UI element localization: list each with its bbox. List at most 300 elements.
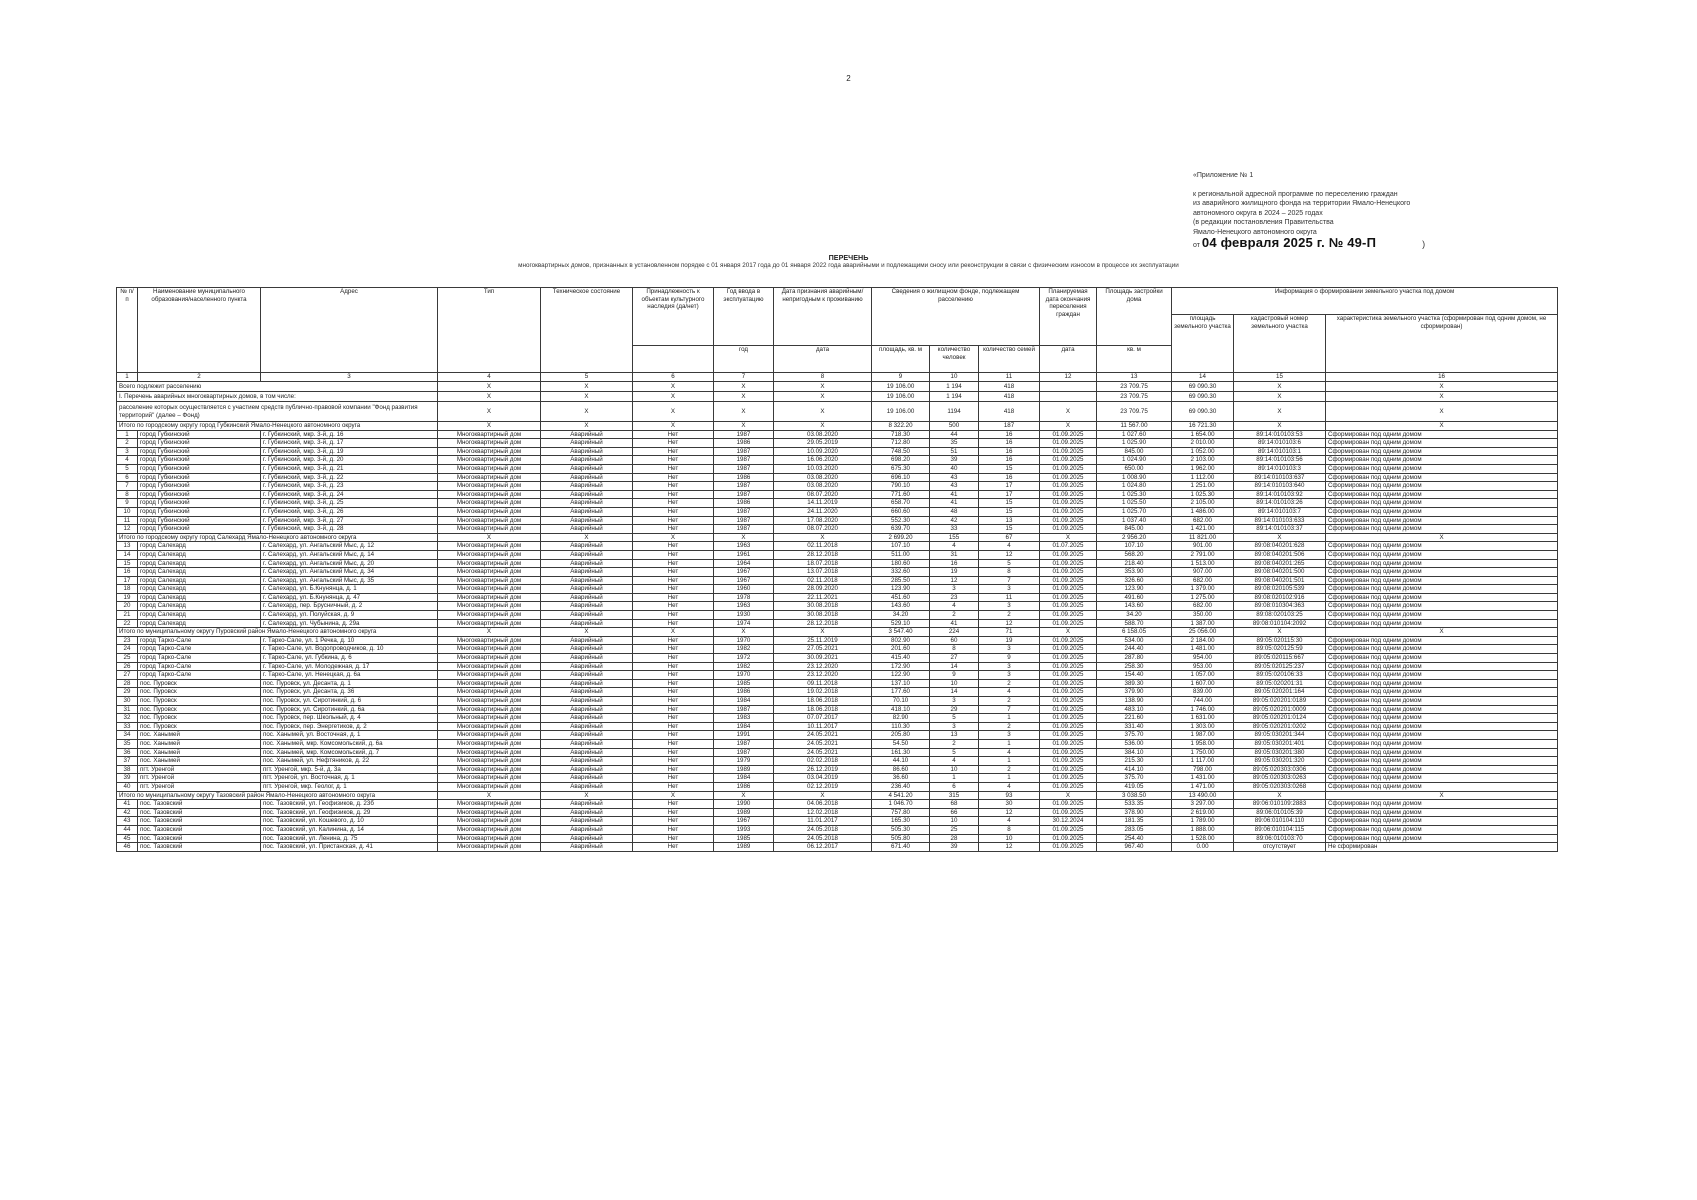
planned-date: 01.09.2025 xyxy=(1040,662,1097,671)
cadastral-number: 89:05:030201:320 xyxy=(1234,757,1326,766)
heritage: Нет xyxy=(633,464,714,473)
area: 86.60 xyxy=(872,765,930,774)
building-type: Многоквартирный дом xyxy=(438,482,541,491)
land-area: 1 958.00 xyxy=(1172,739,1234,748)
recognition-date: 10.09.2020 xyxy=(774,447,872,456)
built-area: 375.70 xyxy=(1097,774,1172,783)
tech-state: Аварийный xyxy=(541,593,633,602)
land-area: 1 631.00 xyxy=(1172,714,1234,723)
built-area: 1 024.80 xyxy=(1097,482,1172,491)
people: 48 xyxy=(930,507,979,516)
heritage: Нет xyxy=(633,688,714,697)
people: 68 xyxy=(930,800,979,809)
year-built: 1986 xyxy=(714,688,774,697)
families: 3 xyxy=(979,662,1040,671)
heritage: Нет xyxy=(633,430,714,439)
tech-state: Аварийный xyxy=(541,679,633,688)
table-row xyxy=(117,757,1558,766)
tech-state: Аварийный xyxy=(541,739,633,748)
people: 29 xyxy=(930,705,979,714)
land-status: Сформирован под одним домом xyxy=(1326,602,1558,611)
municipality: город Салехард xyxy=(138,550,261,559)
municipality: город Тарко-Сале xyxy=(138,636,261,645)
municipality: город Губкинский xyxy=(138,473,261,482)
table-row xyxy=(117,473,1558,482)
area: 70.10 xyxy=(872,697,930,706)
cadastral-number: 89:05:030201:401 xyxy=(1234,739,1326,748)
building-type: Многоквартирный дом xyxy=(438,636,541,645)
recognition-date: 14.11.2019 xyxy=(774,499,872,508)
people: 41 xyxy=(930,490,979,499)
header-recog: Дата признания аварийным/непригодным к проживанию xyxy=(774,288,872,346)
built-area: 650.00 xyxy=(1097,464,1172,473)
address: пгт. Уренгой, мкр. Геолог, д. 1 xyxy=(261,782,438,791)
people: 1 xyxy=(930,774,979,783)
families: 2 xyxy=(979,679,1040,688)
land-area: 1 513.00 xyxy=(1172,559,1234,568)
built-area: 389.30 xyxy=(1097,679,1172,688)
table-row xyxy=(117,679,1558,688)
table-row xyxy=(117,499,1558,508)
land-area: 1 481.00 xyxy=(1172,645,1234,654)
summary-cell: X xyxy=(541,382,633,392)
heritage: Нет xyxy=(633,482,714,491)
tech-state: Аварийный xyxy=(541,774,633,783)
land-area: 1 486.00 xyxy=(1172,507,1234,516)
built-area: 107.10 xyxy=(1097,542,1172,551)
land-status: Сформирован под одним домом xyxy=(1326,714,1558,723)
people: 42 xyxy=(930,516,979,525)
group-total-label: Итого по городскому округу город Губкинский Ямало-Ненецкого автономного округа xyxy=(117,422,438,431)
municipality: пгт. Уренгой xyxy=(138,774,261,783)
table-row xyxy=(117,430,1558,439)
cadastral-number: 89:06:010103:70 xyxy=(1234,834,1326,843)
register-body xyxy=(117,382,1558,852)
land-status: Сформирован под одним домом xyxy=(1326,817,1558,826)
year-built: 1984 xyxy=(714,774,774,783)
families: 16 xyxy=(979,430,1040,439)
tech-state: Аварийный xyxy=(541,808,633,817)
year-built: 1984 xyxy=(714,722,774,731)
group-total-cell: 6 158.05 xyxy=(1097,628,1172,637)
families: 3 xyxy=(979,671,1040,680)
group-total-cell: 67 xyxy=(979,533,1040,542)
row-number: 6 xyxy=(117,473,138,482)
decree-close: ) xyxy=(1422,238,1426,249)
recognition-date: 18.07.2018 xyxy=(774,559,872,568)
tech-state: Аварийный xyxy=(541,559,633,568)
planned-date: 01.09.2025 xyxy=(1040,765,1097,774)
land-status: Сформирован под одним домом xyxy=(1326,834,1558,843)
planned-date: 01.09.2025 xyxy=(1040,516,1097,525)
column-number: 10 xyxy=(930,373,979,382)
land-area: 1 750.00 xyxy=(1172,748,1234,757)
area: 205.80 xyxy=(872,731,930,740)
municipality: пос. Ханымей xyxy=(138,757,261,766)
group-total-row xyxy=(117,628,1558,637)
tech-state: Аварийный xyxy=(541,671,633,680)
built-area: 181.35 xyxy=(1097,817,1172,826)
land-status: Сформирован под одним домом xyxy=(1326,825,1558,834)
land-status: Сформирован под одним домом xyxy=(1326,473,1558,482)
recognition-date: 03.08.2020 xyxy=(774,430,872,439)
land-area: 1 888.00 xyxy=(1172,825,1234,834)
address: пос. Тазовский, ул. Пристанская, д. 41 xyxy=(261,843,438,852)
table-row xyxy=(117,490,1558,499)
row-number: 23 xyxy=(117,636,138,645)
summary-cell: X xyxy=(1326,382,1558,392)
land-area: 1 112.00 xyxy=(1172,473,1234,482)
land-status: Сформирован под одним домом xyxy=(1326,705,1558,714)
municipality: пос. Ханымей xyxy=(138,748,261,757)
heritage: Нет xyxy=(633,550,714,559)
column-number: 6 xyxy=(633,373,714,382)
planned-date: 01.09.2025 xyxy=(1040,576,1097,585)
area: 143.60 xyxy=(872,602,930,611)
built-area: 1 024.90 xyxy=(1097,456,1172,465)
building-type: Многоквартирный дом xyxy=(438,439,541,448)
address: пос. Тазовский, ул. Калинина, д. 14 xyxy=(261,825,438,834)
built-area: 1 025.30 xyxy=(1097,490,1172,499)
year-built: 1989 xyxy=(714,765,774,774)
tech-state: Аварийный xyxy=(541,782,633,791)
area: 36.60 xyxy=(872,774,930,783)
summary-cell: X xyxy=(774,382,872,392)
recognition-date: 03.04.2019 xyxy=(774,774,872,783)
heritage: Нет xyxy=(633,843,714,852)
group-total-cell: 2 956.20 xyxy=(1097,533,1172,542)
built-area: 331.40 xyxy=(1097,722,1172,731)
families: 4 xyxy=(979,817,1040,826)
land-area: 682.00 xyxy=(1172,602,1234,611)
land-status: Сформирован под одним домом xyxy=(1326,525,1558,534)
building-type: Многоквартирный дом xyxy=(438,542,541,551)
recognition-date: 02.11.2018 xyxy=(774,576,872,585)
header-planned: Планируемая дата окончания переселения граждан xyxy=(1040,288,1097,346)
group-total-cell: 11 821.00 xyxy=(1172,533,1234,542)
address: г. Губкинский, мкр. 3-й, д. 19 xyxy=(261,447,438,456)
recognition-date: 11.01.2017 xyxy=(774,817,872,826)
built-area: 283.05 xyxy=(1097,825,1172,834)
land-status: Сформирован под одним домом xyxy=(1326,748,1558,757)
building-type: Многоквартирный дом xyxy=(438,576,541,585)
recognition-date: 07.07.2017 xyxy=(774,714,872,723)
address: г. Губкинский, мкр. 3-й, д. 17 xyxy=(261,439,438,448)
municipality: город Губкинский xyxy=(138,464,261,473)
building-type: Многоквартирный дом xyxy=(438,679,541,688)
built-area: 244.40 xyxy=(1097,645,1172,654)
land-area: 1 387.00 xyxy=(1172,619,1234,628)
families: 19 xyxy=(979,636,1040,645)
year-built: 1991 xyxy=(714,731,774,740)
land-area: 798.00 xyxy=(1172,765,1234,774)
land-status: Сформирован под одним домом xyxy=(1326,542,1558,551)
tech-state: Аварийный xyxy=(541,843,633,852)
land-area: 1 654.00 xyxy=(1172,430,1234,439)
area: 698.20 xyxy=(872,456,930,465)
families: 9 xyxy=(979,654,1040,663)
planned-date: 01.09.2025 xyxy=(1040,671,1097,680)
group-total-cell: X xyxy=(1234,533,1326,542)
area: 82.90 xyxy=(872,714,930,723)
tech-state: Аварийный xyxy=(541,447,633,456)
table-row xyxy=(117,825,1558,834)
planned-date: 01.09.2025 xyxy=(1040,456,1097,465)
summary-cell: 69 090.30 xyxy=(1172,382,1234,392)
recognition-date: 16.06.2020 xyxy=(774,456,872,465)
tech-state: Аварийный xyxy=(541,817,633,826)
families: 1 xyxy=(979,714,1040,723)
group-total-cell: X xyxy=(774,628,872,637)
group-total-cell: X xyxy=(633,533,714,542)
planned-date: 01.09.2025 xyxy=(1040,834,1097,843)
summary-label: расселение которых осуществляется с участием средств публично-правовой компании "Фонд развития территорий" (далее – Фонд) xyxy=(117,402,438,422)
families: 1 xyxy=(979,739,1040,748)
address: пос. Ханымей, ул. Восточная, д. 1 xyxy=(261,731,438,740)
group-total-cell: X xyxy=(1326,791,1558,800)
header-mo: Наименование муниципального образования/населенного пункта xyxy=(138,288,261,373)
land-area: 1 962.00 xyxy=(1172,464,1234,473)
building-type: Многоквартирный дом xyxy=(438,490,541,499)
row-number: 2 xyxy=(117,439,138,448)
heritage: Нет xyxy=(633,714,714,723)
group-total-cell: X xyxy=(1234,628,1326,637)
table-row xyxy=(117,782,1558,791)
people: 3 xyxy=(930,697,979,706)
cadastral-number: 89:06:010105:39 xyxy=(1234,808,1326,817)
families: 15 xyxy=(979,499,1040,508)
summary-row xyxy=(117,382,1558,392)
municipality: город Губкинский xyxy=(138,507,261,516)
recognition-date: 09.11.2018 xyxy=(774,679,872,688)
tech-state: Аварийный xyxy=(541,516,633,525)
planned-date: 01.09.2025 xyxy=(1040,550,1097,559)
planned-date: 01.09.2025 xyxy=(1040,473,1097,482)
recognition-date: 29.05.2019 xyxy=(774,439,872,448)
recognition-date: 18.06.2018 xyxy=(774,705,872,714)
heritage: Нет xyxy=(633,808,714,817)
heritage: Нет xyxy=(633,739,714,748)
heritage: Нет xyxy=(633,757,714,766)
built-area: 588.70 xyxy=(1097,619,1172,628)
header-land-area: площадь земельного участка xyxy=(1172,315,1234,373)
tech-state: Аварийный xyxy=(541,456,633,465)
summary-cell: X xyxy=(633,382,714,392)
header-builtarea: Площадь застройки дома xyxy=(1097,288,1172,346)
families: 3 xyxy=(979,585,1040,594)
municipality: пгт. Уренгой xyxy=(138,765,261,774)
table-row xyxy=(117,697,1558,706)
area: 137.10 xyxy=(872,679,930,688)
group-total-cell: 500 xyxy=(930,422,979,431)
address: г. Губкинский, мкр. 3-й, д. 16 xyxy=(261,430,438,439)
year-built: 1960 xyxy=(714,585,774,594)
recognition-date: 12.02.2018 xyxy=(774,808,872,817)
recognition-date: 22.11.2021 xyxy=(774,593,872,602)
planned-date: 01.09.2025 xyxy=(1040,585,1097,594)
header-unit: кв. м xyxy=(1097,346,1172,373)
municipality: город Губкинский xyxy=(138,525,261,534)
land-area: 839.00 xyxy=(1172,688,1234,697)
group-total-cell: X xyxy=(633,422,714,431)
row-number: 20 xyxy=(117,602,138,611)
heritage: Нет xyxy=(633,662,714,671)
families: 1 xyxy=(979,757,1040,766)
table-row xyxy=(117,722,1558,731)
municipality: город Губкинский xyxy=(138,499,261,508)
families: 4 xyxy=(979,688,1040,697)
year-built: 1964 xyxy=(714,559,774,568)
land-area: 1 379.00 xyxy=(1172,585,1234,594)
row-number: 31 xyxy=(117,705,138,714)
group-total-label: Итого по городскому округу город Салехард Ямало-Ненецкого автономного округа xyxy=(117,533,438,542)
cadastral-number: 89:14:010103:37 xyxy=(1234,525,1326,534)
building-type: Многоквартирный дом xyxy=(438,688,541,697)
recognition-date: 23.12.2020 xyxy=(774,671,872,680)
year-built: 1979 xyxy=(714,757,774,766)
built-area: 419.05 xyxy=(1097,782,1172,791)
land-area: 907.00 xyxy=(1172,568,1234,577)
address: г. Салехард, пер. Брусничный, д. 2 xyxy=(261,602,438,611)
tech-state: Аварийный xyxy=(541,722,633,731)
address: пгт. Уренгой, мкр. 5-й, д. 3а xyxy=(261,765,438,774)
municipality: пос. Пуровск xyxy=(138,714,261,723)
address: г. Салехард, ул. Чубынина, д. 29а xyxy=(261,619,438,628)
land-status: Сформирован под одним домом xyxy=(1326,654,1558,663)
built-area: 221.60 xyxy=(1097,714,1172,723)
row-number: 8 xyxy=(117,490,138,499)
municipality: город Салехард xyxy=(138,542,261,551)
table-row xyxy=(117,705,1558,714)
row-number: 17 xyxy=(117,576,138,585)
row-number: 32 xyxy=(117,714,138,723)
address: пос. Пуровск, ул. Сиротинкий, д. 6а xyxy=(261,705,438,714)
municipality: пос. Пуровск xyxy=(138,697,261,706)
cadastral-number: 89:14:010103:56 xyxy=(1234,456,1326,465)
group-total-row xyxy=(117,422,1558,431)
heritage: Нет xyxy=(633,679,714,688)
table-row xyxy=(117,808,1558,817)
recognition-date: 28.12.2018 xyxy=(774,550,872,559)
municipality: пос. Пуровск xyxy=(138,722,261,731)
planned-date: 01.09.2025 xyxy=(1040,782,1097,791)
built-area: 379.90 xyxy=(1097,688,1172,697)
heritage: Нет xyxy=(633,611,714,620)
land-area: 1 421.00 xyxy=(1172,525,1234,534)
building-type: Многоквартирный дом xyxy=(438,654,541,663)
recognition-date: 28.09.2020 xyxy=(774,585,872,594)
planned-date: 30.12.2024 xyxy=(1040,817,1097,826)
built-area: 1 037.40 xyxy=(1097,516,1172,525)
people: 13 xyxy=(930,731,979,740)
building-type: Многоквартирный дом xyxy=(438,611,541,620)
decree-number: 04 февраля 2025 г. № 49-П xyxy=(1201,234,1377,250)
row-number: 7 xyxy=(117,482,138,491)
group-total-cell: 25 056.00 xyxy=(1172,628,1234,637)
address: г. Губкинский, мкр. 3-й, д. 22 xyxy=(261,473,438,482)
built-area: 845.00 xyxy=(1097,447,1172,456)
address: г. Салехард, ул. Б.Кнунянца, д. 1 xyxy=(261,585,438,594)
land-status: Сформирован под одним домом xyxy=(1326,739,1558,748)
planned-date: 01.09.2025 xyxy=(1040,430,1097,439)
tech-state: Аварийный xyxy=(541,731,633,740)
area: 505.80 xyxy=(872,834,930,843)
municipality: город Губкинский xyxy=(138,490,261,499)
people: 5 xyxy=(930,748,979,757)
group-total-cell: X xyxy=(541,791,633,800)
land-status: Сформирован под одним домом xyxy=(1326,688,1558,697)
table-row xyxy=(117,525,1558,534)
header-row xyxy=(117,288,1558,315)
land-area: 1 528.00 xyxy=(1172,834,1234,843)
tech-state: Аварийный xyxy=(541,542,633,551)
area: 201.60 xyxy=(872,645,930,654)
municipality: город Салехард xyxy=(138,559,261,568)
heritage: Нет xyxy=(633,748,714,757)
people: 51 xyxy=(930,447,979,456)
group-total-cell: X xyxy=(1040,533,1097,542)
summary-cell: 23 709.75 xyxy=(1097,392,1172,402)
recognition-date: 03.08.2020 xyxy=(774,482,872,491)
summary-cell: X xyxy=(1326,402,1558,422)
land-status: Сформирован под одним домом xyxy=(1326,559,1558,568)
group-total-cell: X xyxy=(774,791,872,800)
tech-state: Аварийный xyxy=(541,705,633,714)
tech-state: Аварийный xyxy=(541,757,633,766)
building-type: Многоквартирный дом xyxy=(438,593,541,602)
summary-cell: X xyxy=(438,402,541,422)
building-type: Многоквартирный дом xyxy=(438,568,541,577)
document-subtitle: многоквартирных домов, признанных в установленном порядке с 01 января 2017 года до 01 января 2022 года аварийными и подлежащими сносу или реконструкции в связи с физическим износом в процессе их эксплуатации xyxy=(518,262,1179,269)
families: 3 xyxy=(979,731,1040,740)
address: пос. Тазовский, ул. Геофизиков, д. 29 xyxy=(261,808,438,817)
municipality: пос. Пуровск xyxy=(138,679,261,688)
group-total-row xyxy=(117,533,1558,542)
planned-date: 01.09.2025 xyxy=(1040,636,1097,645)
area: 790.10 xyxy=(872,482,930,491)
table-row xyxy=(117,482,1558,491)
table-row xyxy=(117,447,1558,456)
municipality: пос. Ханымей xyxy=(138,731,261,740)
year-built: 1987 xyxy=(714,430,774,439)
summary-cell: X xyxy=(541,392,633,402)
summary-cell: X xyxy=(774,402,872,422)
row-number: 12 xyxy=(117,525,138,534)
summary-cell: 19 106.00 xyxy=(872,392,930,402)
families: 4 xyxy=(979,782,1040,791)
families: 3 xyxy=(979,602,1040,611)
row-number: 36 xyxy=(117,748,138,757)
area: 123.90 xyxy=(872,585,930,594)
people: 9 xyxy=(930,671,979,680)
land-area: 3 297.00 xyxy=(1172,800,1234,809)
planned-date: 01.09.2025 xyxy=(1040,739,1097,748)
families: 16 xyxy=(979,473,1040,482)
row-number: 43 xyxy=(117,817,138,826)
cadastral-number: 89:05:020201:0009 xyxy=(1234,705,1326,714)
heritage: Нет xyxy=(633,499,714,508)
planned-date: 01.09.2025 xyxy=(1040,679,1097,688)
table-row xyxy=(117,843,1558,852)
recognition-date: 24.05.2021 xyxy=(774,739,872,748)
people: 43 xyxy=(930,482,979,491)
address: пос. Ханымей, ул. Нефтяников, д. 22 xyxy=(261,757,438,766)
building-type: Многоквартирный дом xyxy=(438,774,541,783)
tech-state: Аварийный xyxy=(541,482,633,491)
appendix-line: из аварийного жилищного фонда на территории Ямало-Ненецкого xyxy=(1193,200,1411,208)
municipality: город Тарко-Сале xyxy=(138,654,261,663)
families: 1 xyxy=(979,774,1040,783)
